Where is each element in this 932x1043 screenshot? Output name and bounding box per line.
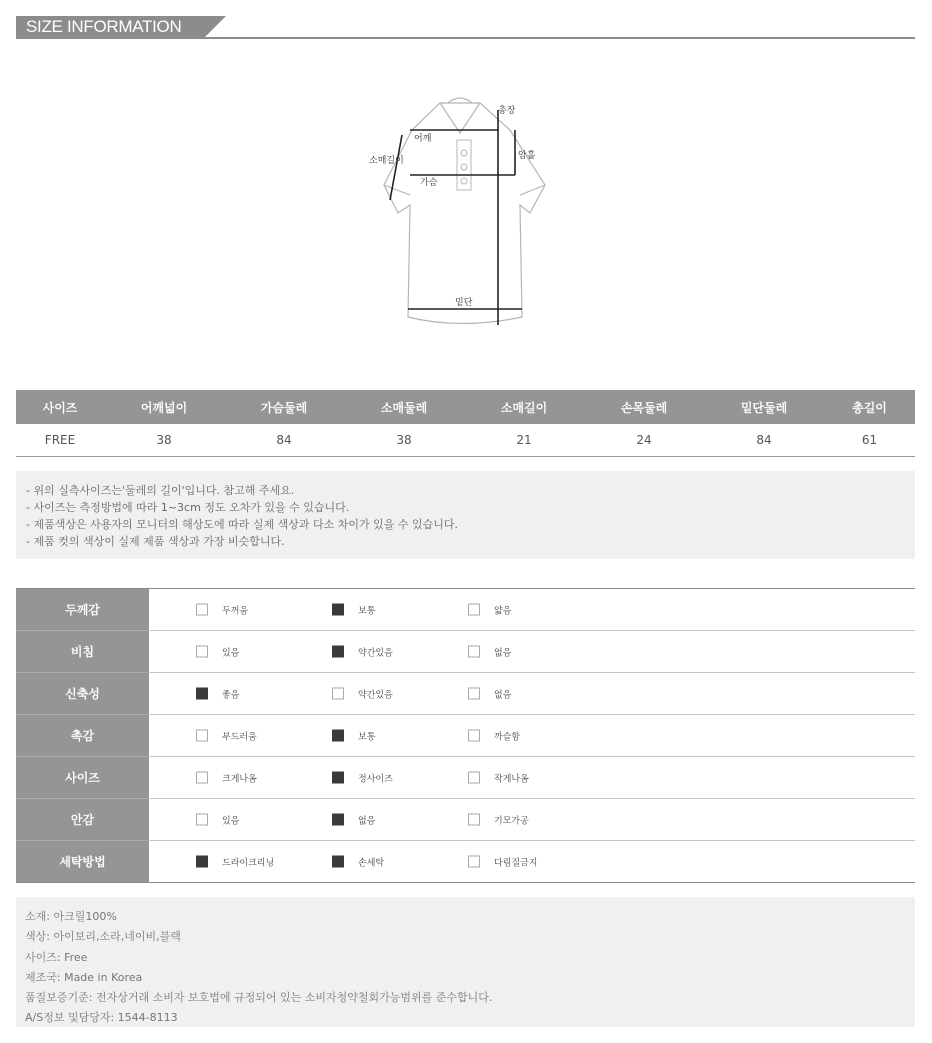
table-cell: 61 [824,424,915,457]
checked-box-icon [332,730,344,742]
info-color: 색상: 아이보리,소라,네이비,블랙 [25,930,181,944]
attribute-option-label: 없음 [494,690,512,700]
info-material: 소재: 아크릴100% [25,910,117,923]
checked-box-icon [196,688,208,700]
checked-box-icon [332,646,344,658]
attribute-option [332,813,375,826]
attribute-option [468,855,537,868]
attribute-option-label: 얇음 [494,606,512,616]
attribute-option [196,603,248,616]
table-cell: 84 [704,424,824,457]
info-warranty: 품질보증기준: 전자상거래 소비자 보호법에 규정되어 있는 소비자청약철회가능범위를 준수합니다. [25,991,493,1005]
table-cell: 24 [584,424,704,457]
note-line: - 제품색상은 사용자의 모니터의 해상도에 따라 실제 색상과 다소 차이가 있을 수 있습니다. [26,518,458,531]
garment-measurement-diagram [360,95,560,335]
attribute-option [196,855,274,868]
unchecked-box-icon [468,772,480,784]
attribute-option [332,729,375,742]
attribute-option [196,771,257,784]
attribute-option [196,645,239,658]
attribute-option [468,645,511,658]
attribute-option [468,687,511,700]
checked-box-icon [332,604,344,616]
label-armhole: 암홀 [518,151,536,161]
attribute-option-label: 정사이즈 [358,774,393,784]
attribute-option-label: 좋음 [222,690,240,700]
attribute-option-label: 기모가공 [494,816,529,826]
label-chest: 가슴 [420,178,438,188]
unchecked-box-icon [468,856,480,868]
attribute-option [332,687,393,700]
attribute-row [16,589,915,631]
unchecked-box-icon [468,730,480,742]
unchecked-box-icon [468,688,480,700]
unchecked-box-icon [468,604,480,616]
col-header-wrist: 손목둘레 [584,390,704,424]
label-hem: 밑단 [455,298,473,308]
unchecked-box-icon [196,604,208,616]
size-chart-table [16,390,915,457]
table-cell: 21 [464,424,584,457]
attribute-option [332,603,375,616]
attribute-row [16,757,915,799]
attribute-label: 세탁방법 [16,841,149,883]
unchecked-box-icon [332,688,344,700]
attribute-option [468,729,520,742]
attribute-option-label: 없음 [494,648,512,658]
unchecked-box-icon [468,814,480,826]
info-origin: 제조국: Made in Korea [25,970,143,984]
attribute-row [16,631,915,673]
attribute-options [149,799,915,841]
checked-box-icon [332,814,344,826]
unchecked-box-icon [196,646,208,658]
note-line: - 제품 컷의 색상이 실제 제품 색상과 가장 비슷합니다. [26,535,285,548]
col-header-hem: 밑단둘레 [704,390,824,424]
attribute-options [149,631,915,673]
attribute-option [332,771,393,784]
checked-box-icon [332,772,344,784]
unchecked-box-icon [196,772,208,784]
note-line: - 위의 실측사이즈는'둘레의 길이'입니다. 참고해 주세요. [26,484,295,497]
attribute-option-label: 부드러움 [222,732,257,742]
table-cell: FREE [16,424,104,457]
attribute-option [468,771,529,784]
attribute-option [196,813,239,826]
info-size: 사이즈: Free [25,950,88,964]
col-header-sleeve-length: 소매길이 [464,390,584,424]
attribute-option-label: 까슬함 [494,732,521,742]
table-row [16,424,915,457]
table-cell: 84 [224,424,344,457]
attribute-option [332,645,393,658]
attribute-label: 신축성 [16,673,149,715]
attribute-label: 촉감 [16,715,149,757]
attribute-label: 사이즈 [16,757,149,799]
label-total-length: 총장 [498,106,516,116]
col-header-sleeve-circ: 소매둘레 [344,390,464,424]
attribute-option-label: 보통 [358,732,376,742]
attribute-row [16,799,915,841]
attribute-option-label: 보통 [358,606,376,616]
attribute-option-label: 약간있음 [358,690,393,700]
header-slant [204,16,226,38]
attribute-options [149,841,915,883]
attribute-option-label: 손세탁 [358,858,385,868]
header-divider [16,37,915,39]
section-header [16,16,915,39]
attribute-option [468,813,529,826]
label-sleeve-length: 소매길이 [369,156,404,166]
attribute-option-label: 크게나옴 [222,774,257,784]
unchecked-box-icon [196,730,208,742]
attribute-option [196,687,239,700]
table-cell: 38 [344,424,464,457]
attribute-label: 안감 [16,799,149,841]
attribute-option-label: 작게나옴 [494,774,529,784]
attribute-option-label: 있음 [222,816,240,826]
attribute-options [149,589,915,631]
section-title: SIZE INFORMATION [16,16,204,38]
attribute-option-label: 두꺼움 [222,606,249,616]
attribute-option-label: 있음 [222,648,240,658]
attribute-option-label: 다림질금지 [494,858,538,868]
unchecked-box-icon [468,646,480,658]
attribute-option [468,603,511,616]
col-header-size: 사이즈 [16,390,104,424]
size-table-header-row [16,390,915,424]
attribute-option-label: 약간있음 [358,648,393,658]
checked-box-icon [196,856,208,868]
col-header-chest: 가슴둘레 [224,390,344,424]
attribute-option [196,729,257,742]
attribute-option [332,855,384,868]
attribute-row [16,715,915,757]
col-header-total-length: 총길이 [824,390,915,424]
polo-shirt-illustration [360,95,560,335]
product-attribute-table [16,588,915,883]
measurement-notes [16,471,915,559]
attribute-option-label: 드라이크리닝 [222,858,275,868]
info-as-contact: A/S정보 및담당자: 1544-8113 [25,1011,178,1025]
product-info-panel [16,897,915,1027]
attribute-label: 비침 [16,631,149,673]
table-cell: 38 [104,424,224,457]
attribute-option-label: 없음 [358,816,376,826]
attribute-options [149,673,915,715]
label-shoulder: 어깨 [414,134,432,144]
attribute-options [149,757,915,799]
attribute-row [16,673,915,715]
note-line: - 사이즈는 측정방법에 따라 1~3cm 정도 오차가 있을 수 있습니다. [26,501,350,514]
unchecked-box-icon [196,814,208,826]
checked-box-icon [332,856,344,868]
attribute-label: 두께감 [16,589,149,631]
attribute-row [16,841,915,883]
col-header-shoulder: 어깨넓이 [104,390,224,424]
attribute-options [149,715,915,757]
